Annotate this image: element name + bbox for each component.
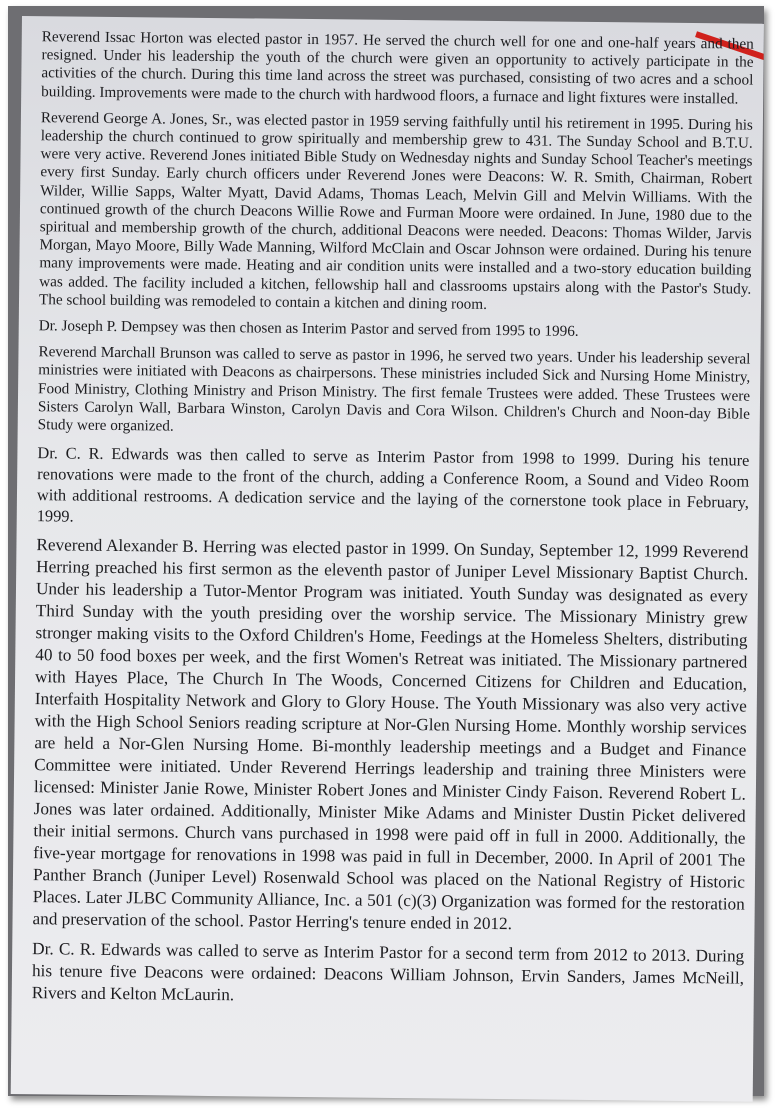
paragraph-brunson: Reverend Marchall Brunson was called to serve as pastor in 1996, he served two years. Under his leadership several ministries were initiated with Deacons as chairpersons. These ministries included Sick and Nursing Home Ministry, Food Ministry, Clothing Ministry and Prison Ministry. The first female Trustees were added. These Trustees were Sisters Carolyn Wall, Barbara Winston, Carolyn Davis and Cora Wilson. Children's Church and Noon-day Bible Study were organized.: [37, 343, 751, 435]
paragraph-horton: Reverend Issac Horton was elected pastor in 1957. He served the church well for one and one-half years and then resigned. Under his leadership the youth of the church were given an opportunity to actively participate in the activities of the church. During this time land across the street was purchased, consisting of two acres and a school building. Improvements were made to the church with hardwood floors, a furnace and light fixtures were installed.: [41, 28, 754, 108]
paragraph-edwards-second: Dr. C. R. Edwards was called to serve as Interim Pastor for a second term from 2012 to 2013. During his tenure five Deacons were ordained: Deacons William Johnson, Ervin Sanders, James McNeill, Rivers and Kelton McLaurin.: [31, 939, 745, 1005]
photo-frame: [8, 6, 764, 1096]
paragraph-herring: Reverend Alexander B. Herring was elected pastor in 1999. On Sunday, September 12, 1999 Reverend Herring preached his first sermon as the eleventh pastor of Juniper Level Missionary Baptist Church. Under his leadership a Tutor-Mentor Program was initiated. Youth Sunday was designated as every Third Sunday with the youth presiding over the worship service. The Missionary Ministry grew stronger making visits to the Oxford Children's Home, Feedings at the Homeless Shelters, distributing 40 to 50 food boxes per week, and the first Women's Retreat was initiated. The Missionary partnered with Hayes Place, The Church In The Woods, Concerned Citizens for Children and Education, Interfaith Hospitality Network and Glory to Glory House. The Youth Missionary was also very active with the High School Seniors reading scripture at Nor-Glen Nursing Home. Monthly worship services are held a Nor-Glen Nursing Home. Bi-monthly leadership meetings and a Budget and Finance Committee were initiated. Under Reverend Herrings leadership and training three Ministers were licensed: Minister Janie Rowe, Minister Robert Jones and Minister Cindy Faison. Reverend Robert L. Jones was later ordained. Additionally, Minister Mike Adams and Minister Dustin Picket delivered their initial sermons. Church vans purchased in 1998 were paid off in full in 2000. Additionally, the five-year mortgage for renovations in 1998 was paid in full in December, 2000. In April of 2001 The Panther Branch (Juniper Level) Rosenwald School was placed on the National Registry of Historic Places. Later JLBC Community Alliance, Inc. a 501 (c)(3) Organization was formed for the restoration and preservation of the school. Pastor Herring's tenure ended in 2012.: [32, 535, 749, 934]
paragraph-edwards-first: Dr. C. R. Edwards was then called to serve as Interim Pastor from 1998 to 1999. During his tenure renovations were made to the front of the church, adding a Conference Room, a Sound and Video Room with additional restrooms. A dedication service and the laying of the cornerstone took place in February, 1999.: [36, 443, 750, 526]
document-body: [32, 28, 754, 1020]
paragraph-jones: Reverend George A. Jones, Sr., was elected pastor in 1959 serving faithfully until his retirement in 1995. During his leadership the church continued to grow spiritually and membership grew to 431. The Sunday School and B.T.U. were very active. Reverend Jones initiated Bible Study on Wednesday nights and Sunday School Teacher's meetings every first Sunday. Early church officers under Reverend Jones were Deacons: W. R. Smith, Chairman, Robert Wilder, Willie Sapps, Walter Myatt, David Adams, Thomas Leach, Melvin Gill and Melvin Williams. With the continued growth of the church Deacons Willie Rowe and Furman Moore were ordained. In June, 1980 due to the spiritual and membership growth of the church, additional Deacons were needed. Deacons: Thomas Wilder, Jarvis Morgan, Mayo Moore, Billy Wade Manning, Wilford McClain and Oscar Johnson were ordained. During his tenure many improvements were made. Heating and air condition units were installed and a two-story education building was added. The facility included a kitchen, fellowship hall and classrooms upstairs along with the Pastor's Study. The school building was remodeled to contain a kitchen and dining room.: [38, 109, 753, 313]
document-page: [11, 16, 764, 1102]
paragraph-dempsey: Dr. Joseph P. Dempsey was then chosen as Interim Pastor and served from 1995 to 1996.: [38, 317, 579, 340]
